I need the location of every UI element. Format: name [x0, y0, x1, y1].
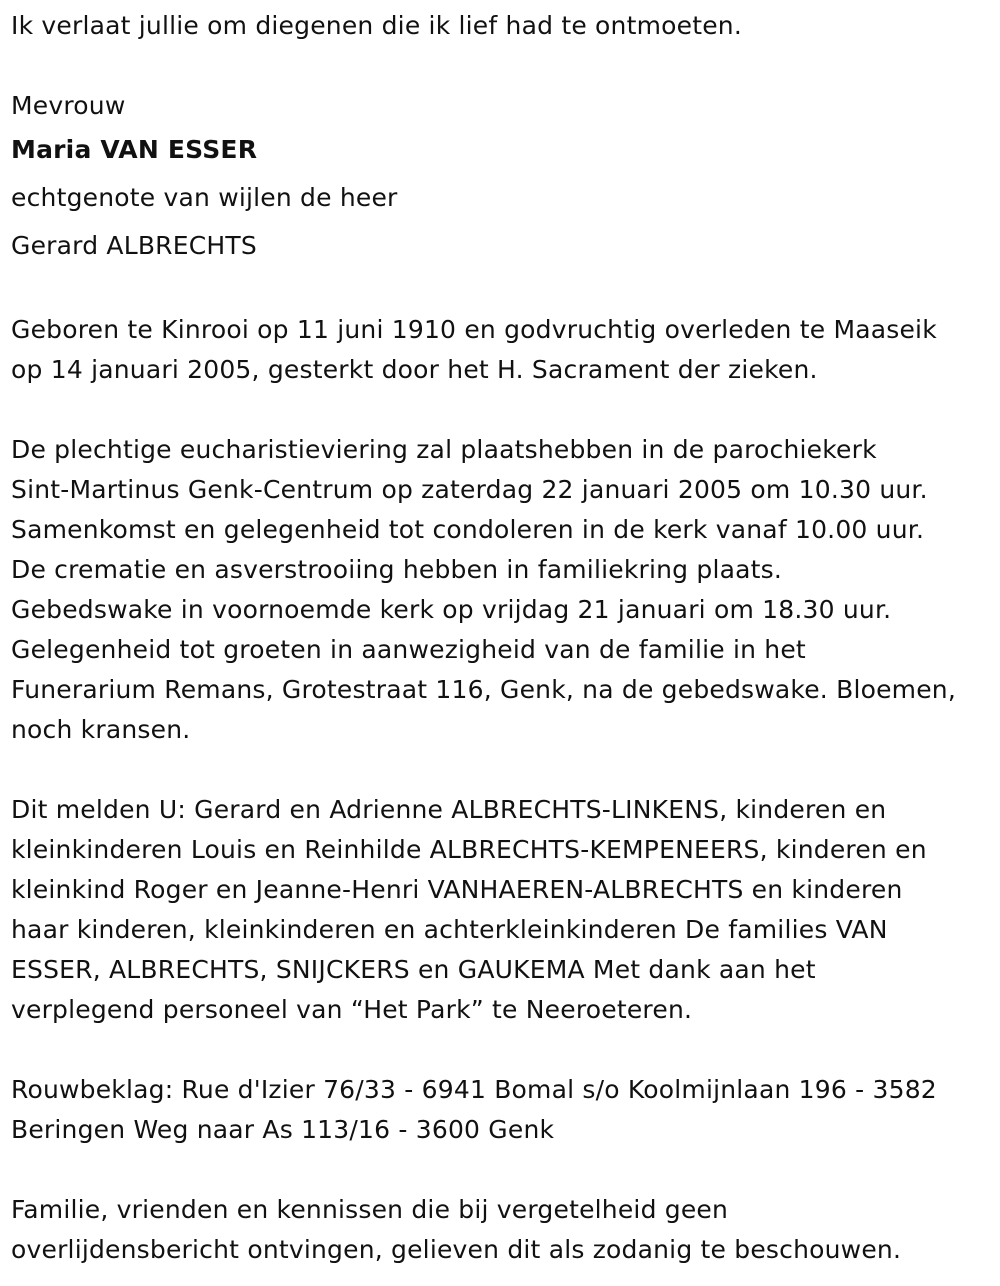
- paragraph-line: Funerarium Remans, Grotestraat 116, Genk, na de gebedswake. Bloemen,: [11, 675, 956, 704]
- paragraph-line: Beringen Weg naar As 113/16 - 3600 Genk: [11, 1115, 555, 1144]
- paragraph-line: Dit melden U: Gerard en Adrienne ALBRECHTS-LINKENS, kinderen en: [11, 795, 887, 824]
- paragraph-line: Geboren te Kinrooi op 11 juni 1910 en godvruchtig overleden te Maaseik: [11, 315, 937, 344]
- paragraph-line: Rouwbeklag: Rue d'Izier 76/33 - 6941 Bomal s/o Koolmijnlaan 196 - 3582: [11, 1075, 937, 1104]
- relation-text: echtgenote van wijlen de heer: [11, 183, 398, 212]
- paragraph-line: overlijdensbericht ontvingen, gelieven dit als zodanig te beschouwen.: [11, 1235, 902, 1264]
- paragraph-line: noch kransen.: [11, 715, 191, 744]
- paragraph-line: kleinkind Roger en Jeanne-Henri VANHAEREN-ALBRECHTS en kinderen: [11, 875, 903, 904]
- spouse-name: Gerard ALBRECHTS: [11, 231, 257, 260]
- closing-paragraph: [11, 1190, 986, 1270]
- mourning-address-paragraph: [11, 1070, 986, 1150]
- deceased-title-block: [11, 86, 986, 270]
- ceremony-paragraph: [11, 430, 986, 750]
- intro-quote: [11, 6, 986, 46]
- announcement-paragraph: [11, 790, 986, 1030]
- intro-line: Ik verlaat jullie om diegenen die ik lief had te ontmoeten.: [11, 11, 742, 40]
- birth-death-paragraph: [11, 310, 986, 390]
- paragraph-line: ESSER, ALBRECHTS, SNIJCKERS en GAUKEMA Met dank aan het: [11, 955, 816, 984]
- obituary-notice: [11, 6, 986, 1270]
- paragraph-line: Gebedswake in voornoemde kerk op vrijdag 21 januari om 18.30 uur.: [11, 595, 892, 624]
- deceased-name: Maria VAN ESSER: [11, 135, 258, 164]
- paragraph-line: Samenkomst en gelegenheid tot condoleren in de kerk vanaf 10.00 uur.: [11, 515, 925, 544]
- paragraph-line: verplegend personeel van “Het Park” te Neeroeteren.: [11, 995, 693, 1024]
- paragraph-line: Gelegenheid tot groeten in aanwezigheid van de familie in het: [11, 635, 806, 664]
- paragraph-line: kleinkinderen Louis en Reinhilde ALBRECHTS-KEMPENEERS, kinderen en: [11, 835, 927, 864]
- paragraph-line: Sint-Martinus Genk-Centrum op zaterdag 22 januari 2005 om 10.30 uur.: [11, 475, 928, 504]
- paragraph-line: haar kinderen, kleinkinderen en achterkleinkinderen De families VAN: [11, 915, 888, 944]
- paragraph-line: De crematie en asverstrooiing hebben in familiekring plaats.: [11, 555, 783, 584]
- paragraph-line: op 14 januari 2005, gesterkt door het H. Sacrament der zieken.: [11, 355, 818, 384]
- salutation: Mevrouw: [11, 91, 126, 120]
- paragraph-line: De plechtige eucharistieviering zal plaatshebben in de parochiekerk: [11, 435, 877, 464]
- paragraph-line: Familie, vrienden en kennissen die bij vergetelheid geen: [11, 1195, 729, 1224]
